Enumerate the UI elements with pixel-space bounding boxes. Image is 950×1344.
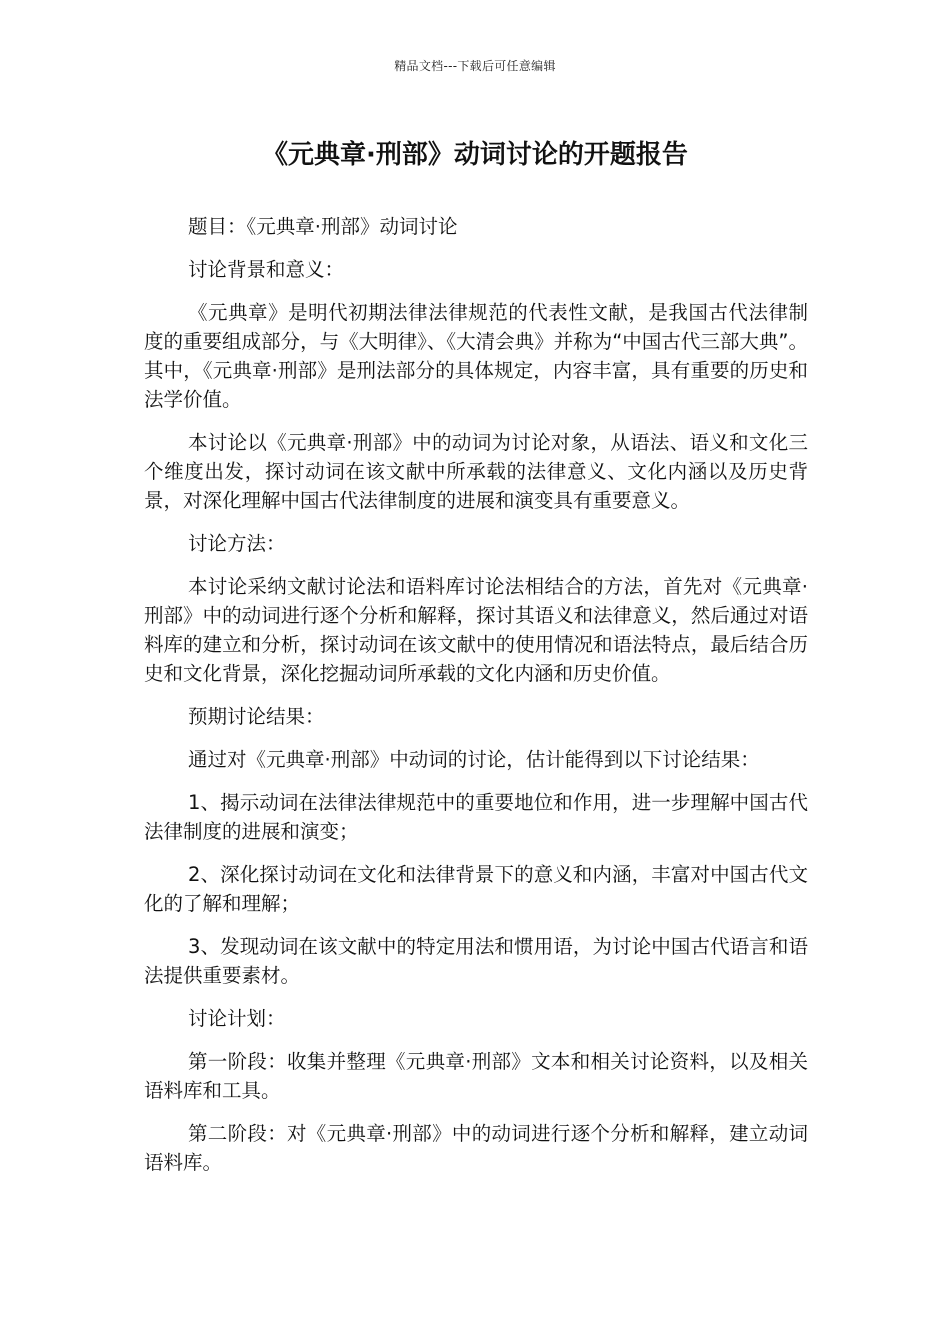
- plan-stage-1: 第一阶段：收集并整理《元典章·刑部》文本和相关讨论资料，以及相关语料库和工具。: [144, 1050, 808, 1102]
- method-paragraph: 本讨论采纳文献讨论法和语料库讨论法相结合的方法，首先对《元典章·刑部》中的动词进行逐个分析和解释，探讨其语义和法律意义，然后通过对语料库的建立和分析，探讨动词在该文献中的使用情况和语法特点，最后结合历史和文化背景，深化挖掘动词所承载的文化内涵和历史价值。: [144, 575, 808, 685]
- result-item-2: 2、深化探讨动词在文化和法律背景下的意义和内涵，丰富对中国古代文化的了解和理解；: [144, 863, 808, 915]
- document-body: [144, 212, 808, 1191]
- document-title: 《元典章·刑部》动词讨论的开题报告: [262, 140, 688, 170]
- topic-line: 题目：《元典章·刑部》动词讨论: [188, 215, 458, 238]
- section-heading-method: 讨论方法：: [188, 532, 286, 555]
- result-item-3: 3、发现动词在该文献中的特定用法和惯用语，为讨论中国古代语言和语法提供重要素材。: [144, 935, 808, 987]
- result-item-1: 1、揭示动词在法律法律规范中的重要地位和作用，进一步理解中国古代法律制度的进展和演变；: [144, 791, 808, 843]
- section-heading-results: 预期讨论结果：: [188, 705, 325, 728]
- background-paragraph-1: 《元典章》是明代初期法律法律规范的代表性文献，是我国古代法律制度的重要组成部分，与《大明律》、《大清会典》并称为“中国古代三部大典”。其中，《元典章·刑部》是刑法部分的具体规定，内容丰富，具有重要的历史和法学价值。: [144, 301, 808, 411]
- plan-stage-2: 第二阶段：对《元典章·刑部》中的动词进行逐个分析和解释，建立动词语料库。: [144, 1122, 808, 1174]
- section-heading-plan: 讨论计划：: [188, 1007, 286, 1030]
- background-paragraph-2: 本讨论以《元典章·刑部》中的动词为讨论对象，从语法、语义和文化三个维度出发，探讨动词在该文献中所承载的法律意义、文化内涵以及历史背景，对深化理解中国古代法律制度的进展和演变具有重要意义。: [144, 431, 808, 512]
- header-note: 精品文档---下载后可任意编辑: [394, 59, 556, 73]
- section-heading-background: 讨论背景和意义：: [188, 258, 345, 281]
- results-intro: 通过对《元典章·刑部》中动词的讨论，估计能得到以下讨论结果：: [188, 748, 760, 771]
